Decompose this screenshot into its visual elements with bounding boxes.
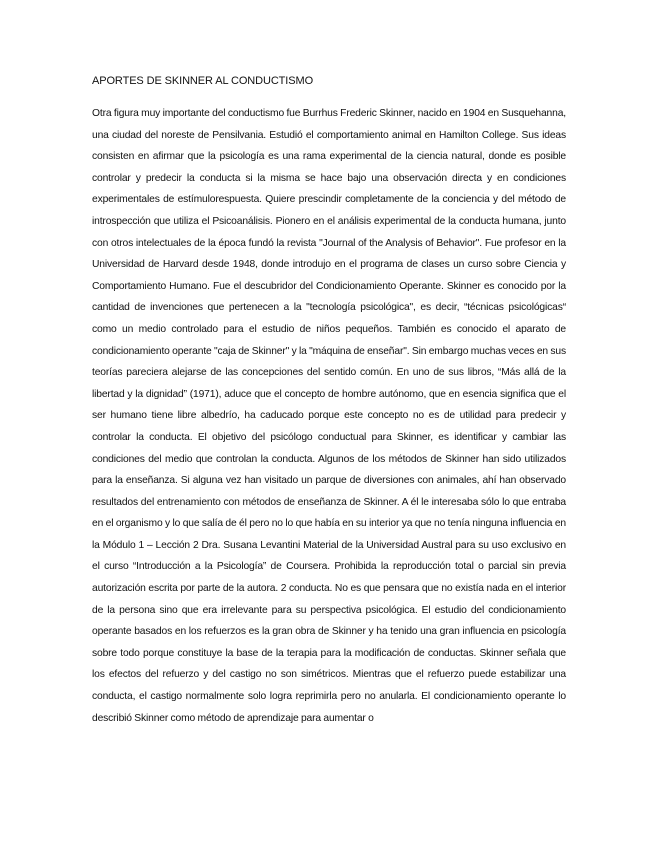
document-title: APORTES DE SKINNER AL CONDUCTISMO xyxy=(92,75,314,87)
document-body-paragraph: Otra figura muy importante del conductismo fue Burrhus Frederic Skinner, nacido en 1904 en Susquehanna, una ciudad del noreste de Pensilvania. Estudió el comportamiento animal en Hamilton College. Sus ideas consisten en afirmar que la psicología es una rama experimental de la ciencia natural, donde es posible controlar y predecir la conducta si la misma se hace bajo una observación directa y en condiciones experimentales de estímulorespuesta. Quiere prescindir completamente de la conciencia y del método de introspección que utiliza el Psicoanálisis. Pionero en el análisis experimental de la conducta humana, junto con otros intelectuales de la época fundó la revista "Journal of the Analysis of Behavior". Fue profesor en la Universidad de Harvard desde 1948, donde introdujo en el programa de clases un curso sobre Ciencia y Comportamiento Humano. Fue el descubridor del Condicionamiento Operante. Skinner es conocido por la cantidad de invenciones que pertenecen a la "tecnología psicológica", es decir, “técnicas psicológicas“ como un medio controlado para el estudio de niños pequeños. También es conocido el aparato de condicionamiento operante "caja de Skinner" y la "máquina de enseñar". Sin embargo muchas veces en sus teorías pareciera alejarse de las concepciones del sentido común. En uno de sus libros, “Más allá de la libertad y la dignidad” (1971), aduce que el concepto de hombre autónomo, que en esencia significa que el ser humano tiene libre albedrío, ha caducado porque este concepto no es de utilidad para predecir y controlar la conducta. El objetivo del psicólogo conductual para Skinner, es identificar y cambiar las condiciones del medio que controlan la conducta. Algunos de los métodos de Skinner han sido utilizados para la enseñanza. Si alguna vez han visitado un parque de diversiones con animales, ahí han observado resultados del entrenamiento con métodos de enseñanza de Skinner. A él le interesaba sólo lo que entraba en el organismo y lo que salía de él pero no lo que había en su interior ya que no tenía ninguna influencia en la Módulo 1 – Lección 2 Dra. Susana Levantini Material de la Universidad Austral para su uso exclusivo en el curso “Introducción a la Psicología” de Coursera. Prohibida la reproducción total o parcial sin previa autorización escrita por parte de la autora. 2 conducta. No es que pensara que no existía nada en el interior de la persona sino que era irrelevante para su perspectiva psicológica. El estudio del condicionamiento operante basados en los refuerzos es la gran obra de Skinner y ha tenido una gran influencia en psicología sobre todo porque constituye la base de la terapia para la modificación de conductas. Skinner señala que los efectos del refuerzo y del castigo no son simétricos. Mientras que el refuerzo puede estabilizar una conducta, el castigo normalmente solo logra reprimirla pero no anularla. El condicionamiento operante lo describió Skinner como método de aprendizaje para aumentar o xyxy=(92,108,566,724)
